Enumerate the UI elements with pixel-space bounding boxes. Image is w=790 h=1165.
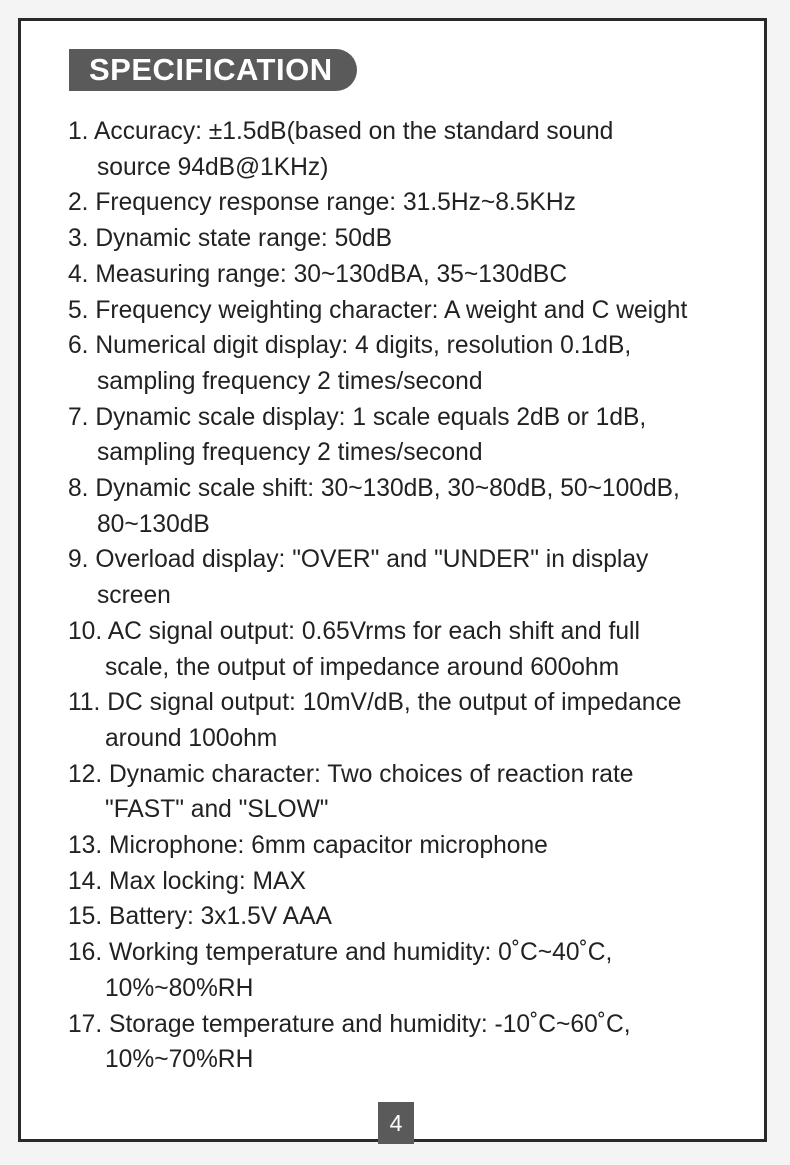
spec-item: [68, 185, 758, 221]
spec-item-first-line: [68, 221, 758, 257]
spec-item-first-line: [68, 471, 758, 507]
spec-item-number: 7.: [68, 403, 89, 431]
spec-item-first-line: [68, 293, 758, 329]
spec-item-continuation: source 94dB@1KHz): [97, 153, 329, 181]
spec-item: [68, 400, 758, 471]
spec-item-text: Frequency weighting character: A weight and C weight: [95, 296, 688, 324]
spec-item: [68, 293, 758, 329]
section-title: SPECIFICATION: [69, 49, 357, 91]
spec-item: [68, 935, 758, 1006]
spec-item-text: Measuring range: 30~130dBA, 35~130dBC: [95, 260, 568, 288]
spec-item-first-line: [68, 542, 758, 578]
spec-item-number: 10.: [68, 617, 103, 645]
spec-item-text: Dynamic state range: 50dB: [95, 225, 393, 253]
spec-item-number: 6.: [68, 332, 89, 360]
spec-item: [68, 257, 758, 293]
spec-item-first-line: [68, 864, 758, 900]
spec-item-number: 4.: [68, 260, 89, 288]
spec-item-text: Microphone: 6mm capacitor microphone: [109, 832, 548, 860]
spec-item-number: 11.: [68, 689, 101, 717]
spec-item-first-line: [68, 400, 758, 436]
spec-item-first-line: [68, 685, 758, 721]
spec-item: [68, 1007, 758, 1078]
spec-item-text: Battery: 3x1.5V AAA: [109, 903, 332, 931]
spec-item-text: AC signal output: 0.65Vrms for each shift and full: [107, 617, 640, 645]
spec-item: [68, 899, 758, 935]
spec-item-text: Frequency response range: 31.5Hz~8.5KHz: [95, 189, 576, 217]
spec-item-text: Accuracy: ±1.5dB(based on the standard sound: [94, 118, 614, 145]
spec-item-first-line: [68, 114, 758, 150]
spec-item-number: 3.: [68, 225, 89, 253]
spec-item: [68, 864, 758, 900]
spec-item-number: 2.: [68, 189, 89, 217]
spec-item-continuation: sampling frequency 2 times/second: [97, 367, 483, 395]
spec-item-text: Dynamic character: Two choices of reaction rate: [109, 760, 634, 788]
spec-item-text: Overload display: "OVER" and "UNDER" in display: [95, 546, 649, 574]
page-frame: [18, 18, 767, 1142]
spec-item-text: Working temperature and humidity: 0˚C~40˚C,: [109, 939, 613, 967]
spec-item: [68, 542, 758, 613]
spec-item: [68, 328, 758, 399]
spec-item-continuation: scale, the output of impedance around 600ohm: [105, 653, 620, 681]
spec-item: [68, 114, 758, 185]
spec-item-first-line: [68, 257, 758, 293]
spec-item-continuation: 10%~80%RH: [105, 974, 254, 1002]
spec-item-number: 8.: [68, 475, 89, 503]
spec-item-first-line: [68, 757, 758, 793]
spec-item: [68, 757, 758, 828]
spec-item-number: 1.: [68, 118, 89, 145]
spec-item-continuation: around 100ohm: [105, 724, 278, 752]
spec-item-number: 13.: [68, 832, 103, 860]
spec-item-number: 5.: [68, 296, 89, 324]
spec-item: [68, 614, 758, 685]
spec-item-text: Dynamic scale shift: 30~130dB, 30~80dB, 50~100dB,: [95, 475, 680, 503]
spec-item-text: Max locking: MAX: [109, 867, 306, 895]
spec-item-continuation: 10%~70%RH: [105, 1046, 254, 1074]
spec-item-first-line: [68, 935, 758, 971]
spec-item-continuation: "FAST" and "SLOW": [105, 796, 329, 824]
spec-item-first-line: [68, 614, 758, 650]
spec-item-continuation: sampling frequency 2 times/second: [97, 439, 483, 467]
spec-item: [68, 221, 758, 257]
page-number: 4: [378, 1102, 414, 1144]
spec-item-first-line: [68, 1007, 758, 1043]
spec-item-first-line: [68, 828, 758, 864]
spec-item-number: 17.: [68, 1010, 103, 1038]
spec-item-number: 15.: [68, 903, 103, 931]
spec-item: [68, 685, 758, 756]
spec-item-number: 12.: [68, 760, 103, 788]
spec-item-number: 16.: [68, 939, 103, 967]
spec-item-first-line: [68, 328, 758, 364]
spec-item-first-line: [68, 899, 758, 935]
spec-item-text: Dynamic scale display: 1 scale equals 2dB or 1dB,: [95, 403, 647, 431]
spec-item-first-line: [68, 185, 758, 221]
spec-item-continuation: screen: [97, 582, 171, 610]
spec-item: [68, 828, 758, 864]
spec-item-text: Numerical digit display: 4 digits, resolution 0.1dB,: [95, 332, 632, 360]
spec-item-continuation: 80~130dB: [97, 510, 210, 538]
specification-list: [68, 114, 758, 1078]
spec-item-number: 14.: [68, 867, 103, 895]
spec-item-text: Storage temperature and humidity: -10˚C~60˚C,: [109, 1010, 631, 1038]
spec-item-number: 9.: [68, 546, 89, 574]
spec-item-text: DC signal output: 10mV/dB, the output of impedance: [107, 689, 682, 717]
spec-item: [68, 471, 758, 542]
